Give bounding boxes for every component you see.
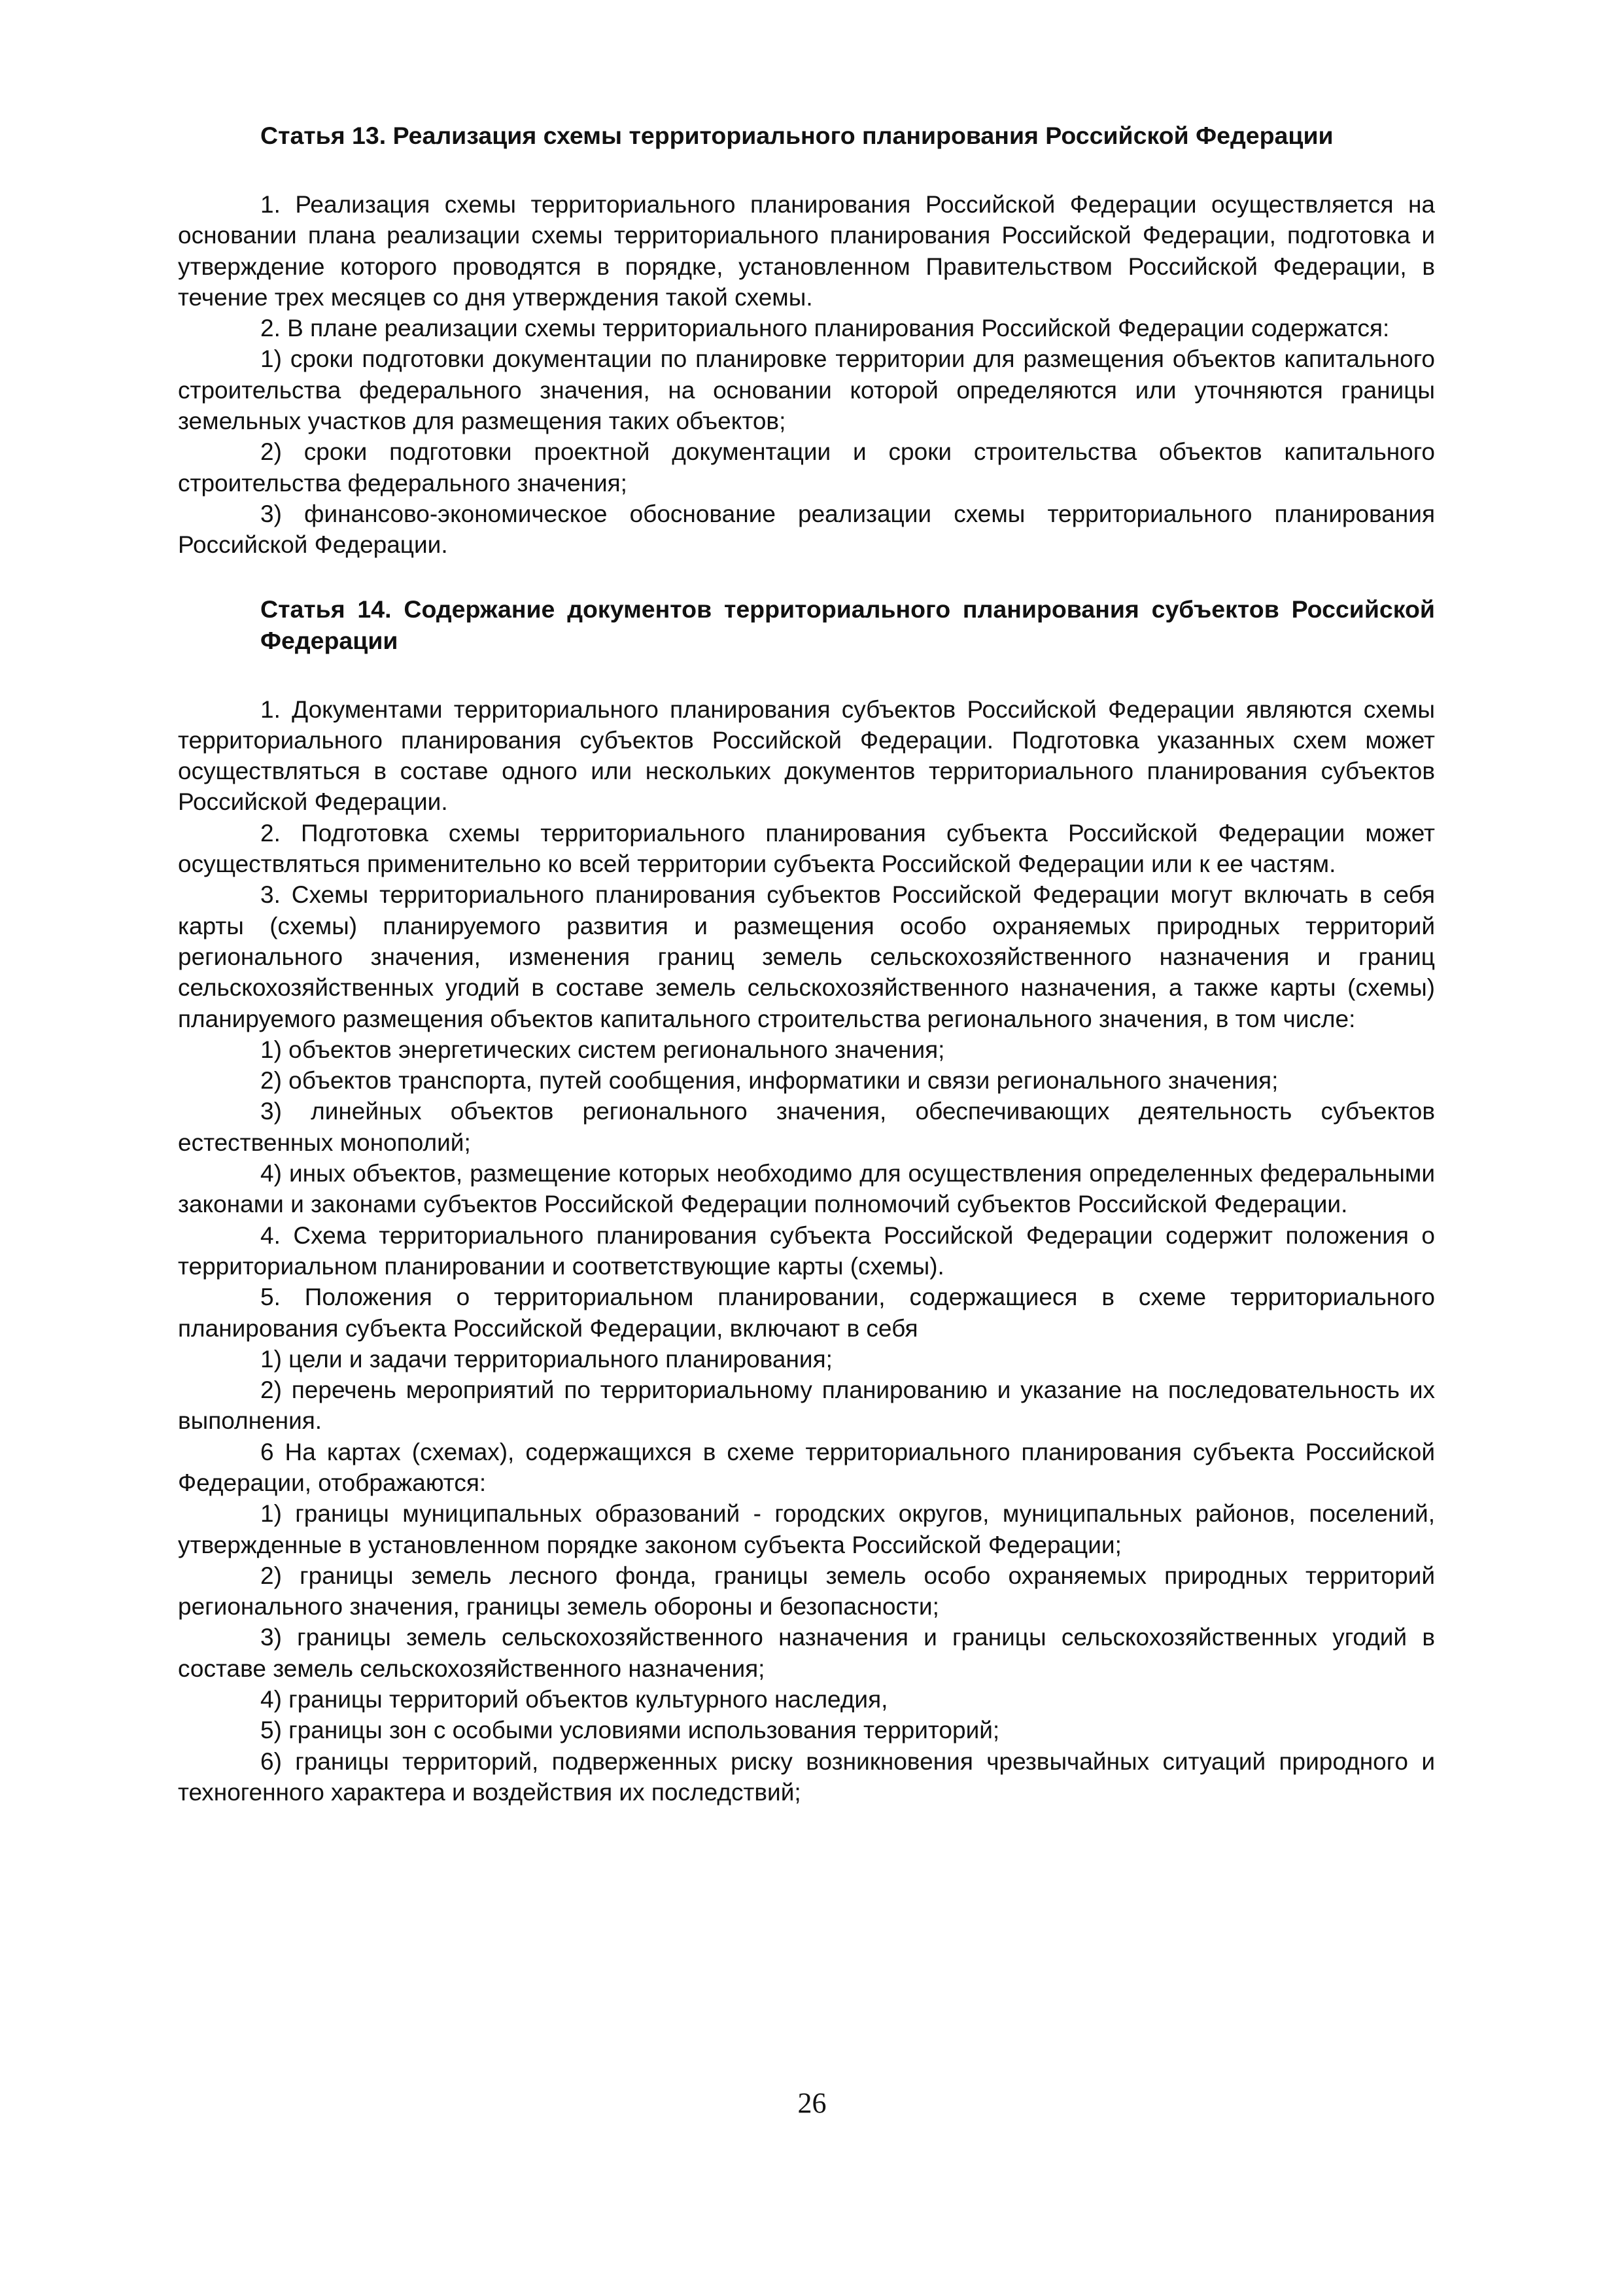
article-14-paragraph: 3) линейных объектов регионального значения, обеспечивающих деятельность субъектов естественных монополий; [178, 1098, 1435, 1156]
article-14-paragraph: 5) границы зон с особыми условиями использования территорий; [260, 1717, 1000, 1744]
article-14-paragraph: 4) границы территорий объектов культурного наследия, [260, 1686, 888, 1713]
article-14-paragraph: 1) цели и задачи территориального планирования; [260, 1345, 833, 1373]
article-14-paragraph: 2) перечень мероприятий по территориальному планированию и указание на последовательность их выполнения. [178, 1376, 1435, 1435]
article-14-paragraph: 1) объектов энергетических систем регионального значения; [260, 1036, 945, 1063]
article-13-paragraph: 2) сроки подготовки проектной документации и сроки строительства объектов капитального строительства федерального значения; [178, 438, 1435, 497]
article-14-paragraph: 1) границы муниципальных образований - городских округов, муниципальных районов, поселений, утвержденные в установленном порядке законом субъекта Российской Федерации; [178, 1500, 1435, 1558]
article-13-paragraph: 1. Реализация схемы территориального планирования Российской Федерации осуществляется на основании плана реализации схемы территориального планирования Российской Федерации, подготовка и утверждение которого проводятся в порядке, установленном Правительством Российской Федерации, в течение трех месяцев со дня утверждения такой схемы. [178, 191, 1435, 311]
article-14-paragraph: 2) объектов транспорта, путей сообщения, информатики и связи регионального значения; [260, 1067, 1279, 1095]
article-14-paragraph: 4) иных объектов, размещение которых необходимо для осуществления определенных федеральными законами и законами субъектов Российской Федерации полномочий субъектов Российской Федерации. [178, 1160, 1435, 1218]
article-14-paragraph: 6 На картах (схемах), содержащихся в схеме территориального планирования субъекта Российской Федерации, отображаются: [178, 1438, 1435, 1496]
article-14-paragraph: 2. Подготовка схемы территориального планирования субъекта Российской Федерации может осуществляться применительно ко всей территории субъекта Российской Федерации или к ее частям. [178, 819, 1435, 878]
article-14-paragraph: 1. Документами территориального планирования субъектов Российской Федерации являются схемы территориального планирования субъектов Российской Федерации. Подготовка указанных схем может осуществляться в составе одного или нескольких документов территориального планирования субъектов Российской Федерации. [178, 695, 1435, 816]
article-14-paragraph: 3. Схемы территориального планирования субъектов Российской Федерации могут включать в себя карты (схемы) планируемого развития и размещения особо охраняемых природных территорий регионального значения, изменения границ земель сельскохозяйственного назначения и границ сельскохозяйственных угодий в составе земель сельскохозяйственного назначения, а также карты (схемы) планируемого размещения объектов капитального строительства регионального значения, в том числе: [178, 881, 1435, 1032]
page-number: 26 [797, 2087, 827, 2119]
article-14-paragraph: 3) границы земель сельскохозяйственного назначения и границы сельскохозяйственных угодий в составе земель сельскохозяйственного назначения; [178, 1624, 1435, 1682]
article-14-paragraph: 5. Положения о территориальном планировании, содержащиеся в схеме территориального планирования субъекта Российской Федерации, включают в себя [178, 1284, 1435, 1342]
article-13-paragraph: 3) финансово-экономическое обоснование реализации схемы территориального планирования Российской Федерации. [178, 500, 1435, 559]
article-14-paragraph: 2) границы земель лесного фонда, границы земель особо охраняемых природных территорий регионального значения, границы земель обороны и безопасности; [178, 1562, 1435, 1621]
article-14-heading: Статья 14. Содержание документов территориального планирования субъектов Российской Федерации [260, 595, 1435, 654]
article-13-paragraph: 2. В плане реализации схемы территориального планирования Российской Федерации содержатся: [260, 315, 1390, 342]
article-14-paragraph: 6) границы территорий, подверженных риску возникновения чрезвычайных ситуаций природного и техногенного характера и воздействия их последствий; [178, 1747, 1435, 1806]
article-13-heading: Статья 13. Реализация схемы территориального планирования Российской Федерации [260, 122, 1334, 149]
article-14-paragraph: 4. Схема территориального планирования субъекта Российской Федерации содержит положения о территориальном планировании и соответствующие карты (схемы). [178, 1221, 1435, 1280]
article-13-paragraph: 1) сроки подготовки документации по планировке территории для размещения объектов капитального строительства федерального значения, на основании которой определяются или уточняются границы земельных участков для размещения таких объектов; [178, 345, 1435, 435]
page-content [178, 120, 1435, 1808]
